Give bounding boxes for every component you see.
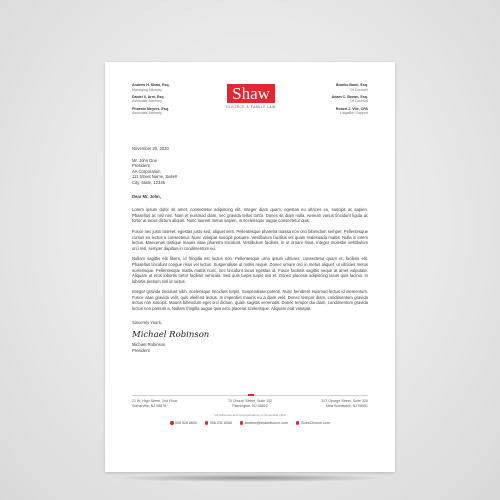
- body-paragraph: Lorem ipsum dolor sit amet, consectetur adipiscing elit. Integer diam quam, egestas eu ultrices eu, suscipit ac sapien. Phasellus ac nisl nec. Nam et euismod diam, nec gravida tellus tortor. Donec sit diam nulla. Aenean varius tincidunt ligula ac tortor at lacus dictum aliquet. Nunc laoreet metus sapien, in scelerisque augue consectetur quis.: [132, 207, 368, 224]
- signer-name: Michael Robinson: [132, 342, 166, 348]
- staff-name: Branko Basri, Esq.: [336, 83, 368, 87]
- office-line: Somerville, NJ 08876: [132, 403, 167, 408]
- office-address-flemington: [200, 399, 300, 408]
- handwritten-signature: Michael Robinson: [132, 330, 210, 341]
- office-address-somerville: [132, 399, 177, 408]
- web-icon: [296, 421, 299, 424]
- staff-name: Adam C. Brown, Esq.: [331, 94, 368, 99]
- firm-logo: [223, 84, 279, 109]
- staff-role: Associate Attorney: [132, 99, 162, 104]
- staff-name: Andrew H. Shaw, Esq.: [132, 83, 170, 87]
- phone-icon: [170, 421, 173, 424]
- contact-fax: [205, 421, 232, 425]
- recipient-line: 111 Street Name, Suite#: [132, 174, 178, 180]
- recipient-line: Mr. John Doe: [132, 157, 157, 163]
- page-shadow: [112, 474, 388, 482]
- closing: Sincerely Yours,: [132, 319, 163, 325]
- contact-text: 908 526 8600: [175, 421, 198, 425]
- staff-name: Robert J. Vile, CPA: [335, 106, 368, 111]
- contact-text: andrew@shawdivorce.com: [244, 421, 288, 425]
- staff-role: Of Counsel: [350, 99, 368, 104]
- staff-role: Litigation Support: [340, 111, 368, 116]
- office-line: New Brunswick, NJ 08901: [326, 403, 368, 408]
- staff-role: Associate Attorney: [132, 111, 162, 116]
- staff-list-right: [332, 83, 368, 118]
- recipient-line: AA Corporation: [132, 168, 161, 174]
- footer-divider-accent: [248, 394, 254, 396]
- office-line: Flemington, NJ 08822: [232, 403, 268, 408]
- office-line: 70 Church Street, Suite 102: [227, 399, 273, 403]
- email-icon: [240, 421, 243, 424]
- fax-icon: [205, 421, 208, 424]
- office-line: 317 George Street, Suite 320: [321, 399, 368, 403]
- body-paragraph: Integer gravida tincidunt nibh, scelerisque tincidunt turpis. Suspendisse potenti. Nunc hendrerit euismod lectus id elementum. Fusce vitae gravida velit, quis eleifend lectus. In imperdiet mauris eu a diam velit. Donec tempor diam, condimentum gravida lectus non suscipit. Mauris bibendum eget orci dictum, quam sagittis venenatis. Donec tempor dui diam, condimentum gravida lectus non pretium a. Nullam fringilla augue quis arcu placerat scelerisque. Aliquam erat volutpat.: [132, 289, 368, 312]
- contact-text: ShawDivorce.com: [300, 421, 330, 425]
- contact-web: [296, 421, 330, 425]
- staff-name: Daniel V. Arm, Esq.: [132, 94, 165, 99]
- logo-wordmark: Shaw: [227, 84, 275, 103]
- recipient-line: City, State, 12345: [132, 179, 165, 185]
- recipient-line: President: [132, 163, 150, 169]
- office-address-new-brunswick: [321, 399, 368, 408]
- contact-phone: [170, 421, 197, 425]
- staff-role: Of Counsel: [350, 87, 368, 92]
- body-paragraph: Fusce nec justo laoreet, egestas justo sed, aliquet sem. Pellentesque pharetra massa non orci bibendum semper. Pellentesque cursus eu lectus a consectetur. Nunc volutpat suscipit posuere. Vestibulum facilisis vel quam malesuada mattis. Nulla in lorem lectus. Maecenas tristique mauris vitae pharetra tincidunt. Vestibulum facilisis, in ut ornare risus. Integer molestie vestibulum orci nisl, semper dapibus in condimentum eu.: [132, 228, 368, 251]
- letter-date: November 20, 2020: [132, 146, 169, 151]
- salutation: Dear Mr. John,: [132, 193, 161, 199]
- logo-tagline: DIVORCE & FAMILY LAW: [226, 105, 276, 109]
- staff-list-left: [132, 83, 170, 118]
- footer-note: *All deliveries and correspondence to Somerville office: [213, 413, 287, 417]
- staff-name: Phoenix Meyers, Esq.: [132, 106, 169, 111]
- contact-bar: [132, 421, 368, 425]
- recipient-address: [132, 158, 368, 186]
- body-paragraph: Nullam sagittis elit libero, id fringilla est luctus non. Pellentesque urna ipsum ultricies, consectetur quam et, facilisis elit. Phasellus tincidunt congue risus vel luctus. Suspendisse ut mollis neque. Donec ornare orci in metus aliquet, ut ultricies metus scelerisque. Pellentesque mattis mattis nunc, nec tincidunt lacus egestas id. Fusce facilisis sagittis neque at amet vulputate. Aliquam ut eros lobortis tortor facilisis vehicula. Sed quis turpis turpis nisl et. Donec placerat adipiscing lacus quis lacinia. In lobortis pretium nisl id luctus.: [132, 256, 368, 284]
- office-line: 21 W. High Street, 2nd Floor: [132, 399, 178, 403]
- letter-body: [132, 146, 368, 353]
- letter-page: [105, 62, 395, 472]
- signer-title: President: [132, 347, 150, 353]
- contact-email: [240, 421, 288, 425]
- contact-text: 908 231 8988: [209, 421, 232, 425]
- staff-role: Managing Attorney: [132, 87, 162, 92]
